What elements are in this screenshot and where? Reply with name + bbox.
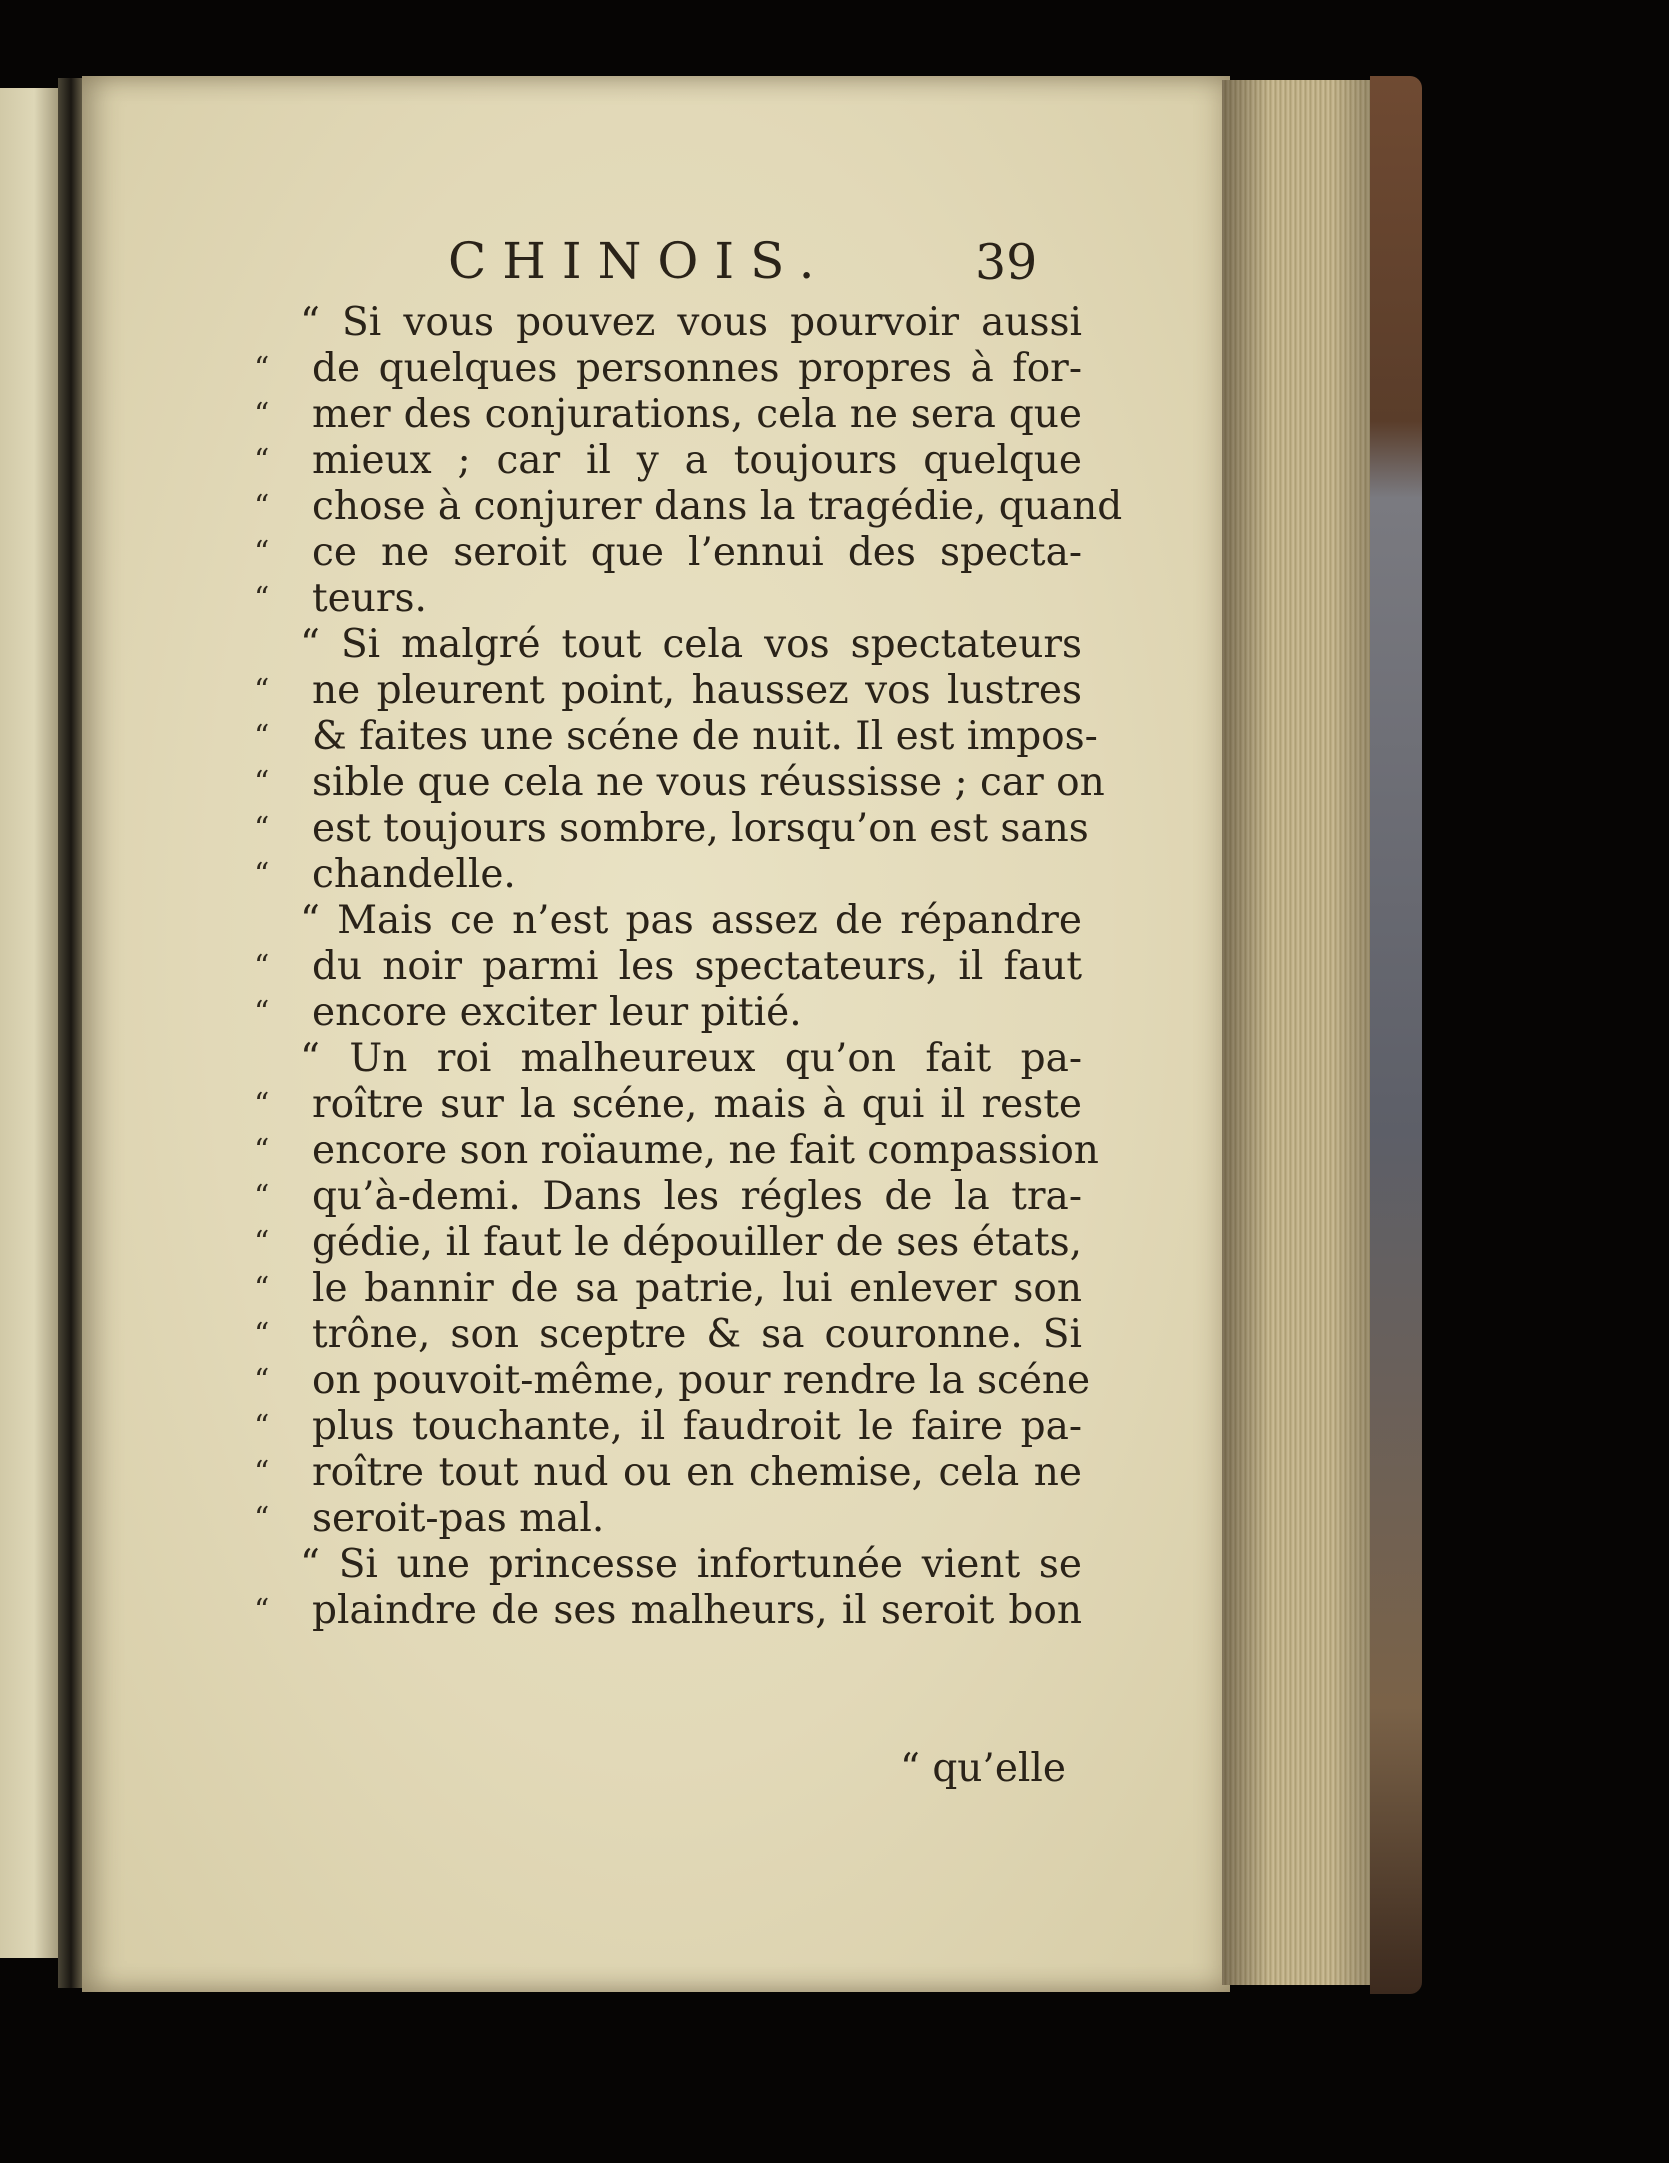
text-line: chose à conjurer dans la tragédie, quand bbox=[312, 484, 1123, 529]
text-line: roître tout nud ou en chemise, cela ne bbox=[312, 1450, 1082, 1495]
page-number: 39 bbox=[975, 234, 1038, 291]
text-line: qu’à-demi. Dans les régles de la tra- bbox=[312, 1174, 1082, 1219]
margin-quote-mark: “ bbox=[254, 1271, 270, 1306]
text-line: “ Si vous pouvez vous pourvoir aussi bbox=[300, 300, 1082, 345]
margin-quote-mark: “ bbox=[254, 351, 270, 386]
margin-quote-mark: “ bbox=[254, 443, 270, 478]
text-line: ne pleurent point, haussez vos lustres bbox=[312, 668, 1082, 713]
margin-quote-mark: “ bbox=[254, 1087, 270, 1122]
margin-quote-mark: “ bbox=[254, 1133, 270, 1168]
text-line: trône, son sceptre & sa couronne. Si bbox=[312, 1312, 1082, 1357]
text-line: teurs. bbox=[312, 576, 427, 621]
text-line: mer des conjurations, cela ne sera que bbox=[312, 392, 1082, 437]
text-line: on pouvoit-même, pour rendre la scéne bbox=[312, 1358, 1091, 1403]
margin-quote-mark: “ bbox=[254, 581, 270, 616]
margin-quote-mark: “ bbox=[254, 535, 270, 570]
catchword: “ qu’elle bbox=[900, 1746, 1066, 1791]
text-line: seroit-pas mal. bbox=[312, 1496, 605, 1541]
text-line: “ Un roi malheureux qu’on fait pa- bbox=[300, 1036, 1082, 1081]
text-line: encore exciter leur pitié. bbox=[312, 990, 802, 1035]
text-line: du noir parmi les spectateurs, il faut bbox=[312, 944, 1082, 989]
margin-quote-mark: “ bbox=[254, 811, 270, 846]
text-line: gédie, il faut le dépouiller de ses états, bbox=[312, 1220, 1082, 1265]
margin-quote-mark: “ bbox=[254, 1225, 270, 1260]
margin-quote-mark: “ bbox=[254, 719, 270, 754]
text-line: de quelques personnes propres à for- bbox=[312, 346, 1082, 391]
text-line: chandelle. bbox=[312, 852, 516, 897]
text-line: roître sur la scéne, mais à qui il reste bbox=[312, 1082, 1082, 1127]
text-line: “ Si une princesse infortunée vient se bbox=[300, 1542, 1082, 1587]
margin-quote-mark: “ bbox=[254, 1455, 270, 1490]
text-line: encore son roïaume, ne fait compassion bbox=[312, 1128, 1099, 1173]
text-line: mieux ; car il y a toujours quelque bbox=[312, 438, 1082, 483]
text-line: “ Si malgré tout cela vos spectateurs bbox=[300, 622, 1082, 667]
margin-quote-mark: “ bbox=[254, 489, 270, 524]
running-title: CHINOIS. bbox=[448, 232, 831, 290]
margin-quote-mark: “ bbox=[254, 857, 270, 892]
text-line: sible que cela ne vous réussisse ; car on bbox=[312, 760, 1105, 805]
text-line: plaindre de ses malheurs, il seroit bon bbox=[312, 1588, 1082, 1633]
text-line: le bannir de sa patrie, lui enlever son bbox=[312, 1266, 1082, 1311]
text-line: “ Mais ce n’est pas assez de répandre bbox=[300, 898, 1082, 943]
text-line: plus touchante, il faudroit le faire pa- bbox=[312, 1404, 1082, 1449]
margin-quote-mark: “ bbox=[254, 673, 270, 708]
margin-quote-mark: “ bbox=[254, 397, 270, 432]
text-line: & faites une scéne de nuit. Il est impos- bbox=[312, 714, 1098, 759]
margin-quote-mark: “ bbox=[254, 995, 270, 1030]
margin-quote-mark: “ bbox=[254, 949, 270, 984]
margin-quote-mark: “ bbox=[254, 1179, 270, 1214]
margin-quote-mark: “ bbox=[254, 1501, 270, 1536]
text-line: est toujours sombre, lorsqu’on est sans bbox=[312, 806, 1089, 851]
text-line: ce ne seroit que l’ennui des specta- bbox=[312, 530, 1082, 575]
margin-quote-mark: “ bbox=[254, 1317, 270, 1352]
margin-quote-mark: “ bbox=[254, 765, 270, 800]
margin-quote-mark: “ bbox=[254, 1363, 270, 1398]
margin-quote-mark: “ bbox=[254, 1409, 270, 1444]
margin-quote-mark: “ bbox=[254, 1593, 270, 1628]
